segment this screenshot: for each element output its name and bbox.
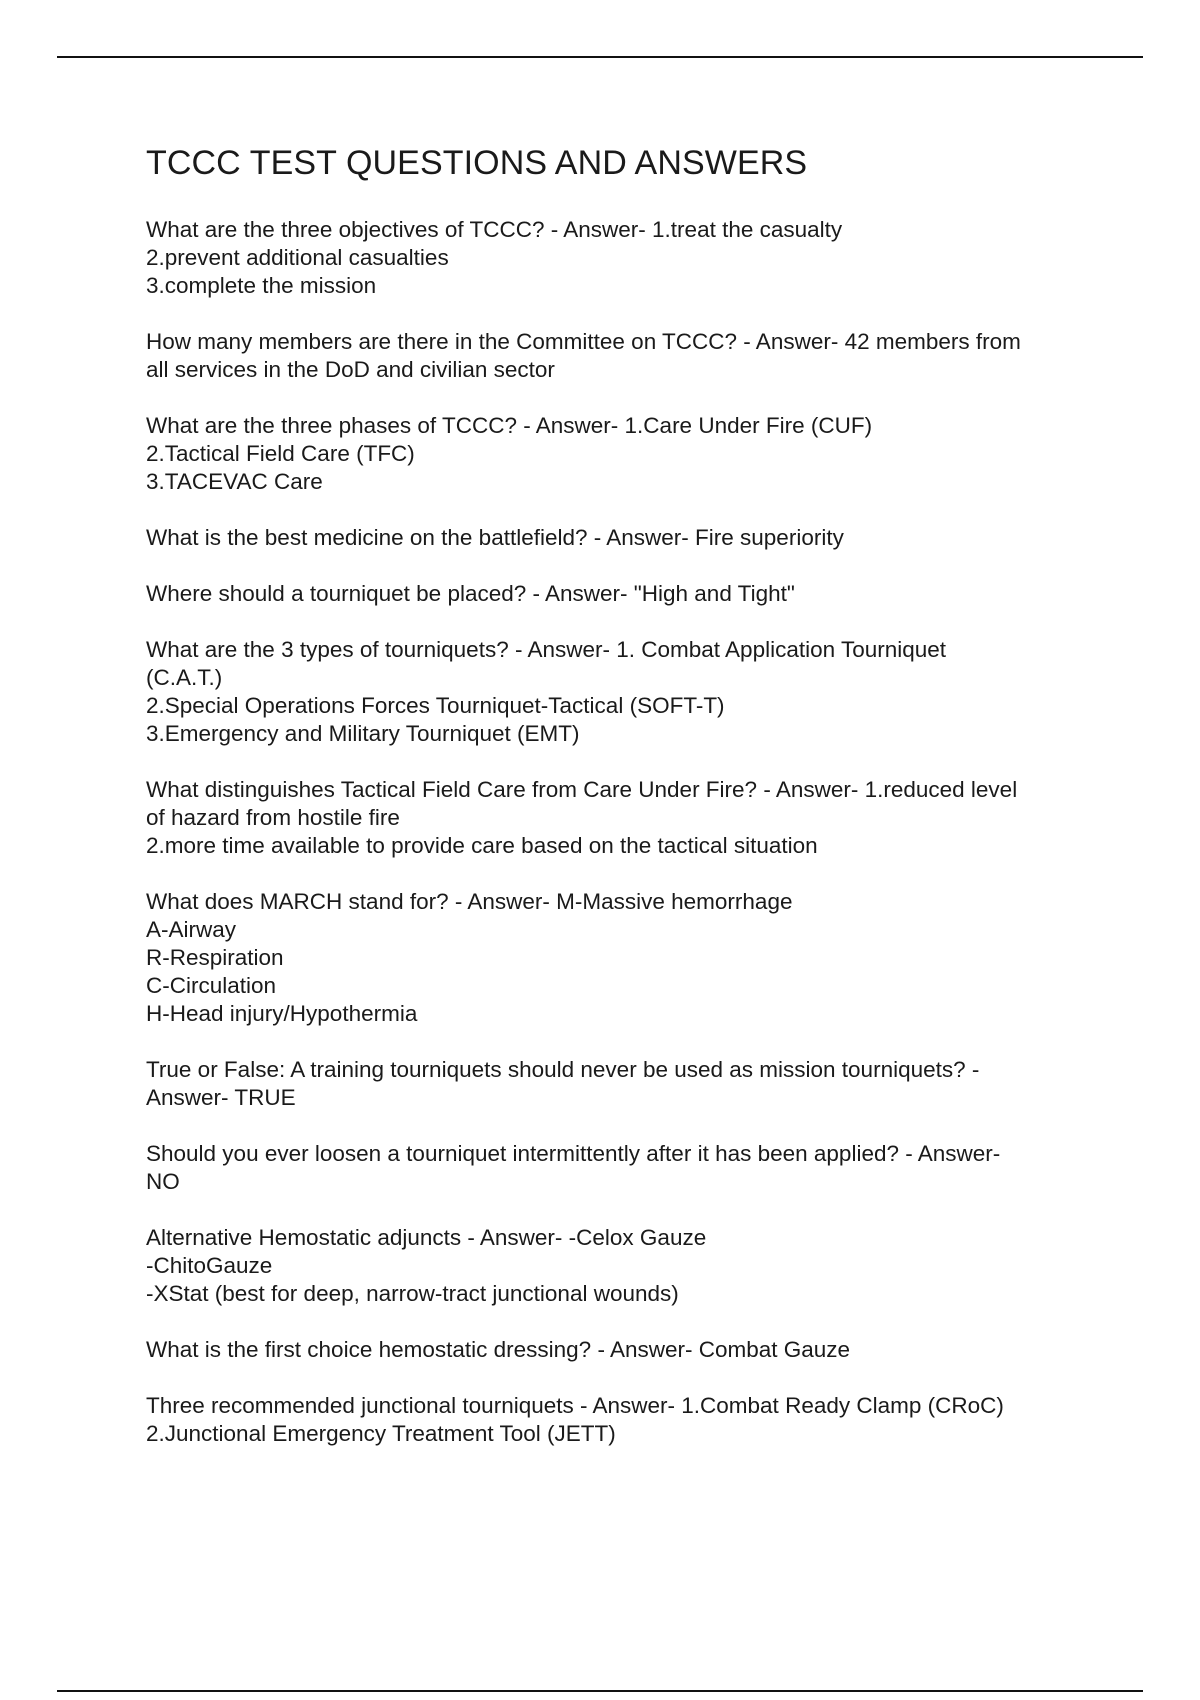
qa-answer-line: -ChitoGauze (146, 1253, 273, 1278)
qa-item (146, 216, 1106, 300)
qa-item (146, 1392, 1106, 1448)
qa-answer-line: 2.more time available to provide care based on the tactical situation (146, 833, 818, 858)
qa-answer-line: 3.TACEVAC Care (146, 469, 323, 494)
qa-item (146, 412, 1106, 496)
qa-answer-line: H-Head injury/Hypothermia (146, 1001, 418, 1026)
qa-question-line: What is the best medicine on the battlefield? - Answer- Fire superiority (146, 525, 844, 550)
qa-question-line: What are the three phases of TCCC? - Answer- 1.Care Under Fire (CUF) (146, 413, 873, 438)
qa-item (146, 636, 1106, 748)
top-divider (57, 56, 1143, 58)
qa-question-line: What is the first choice hemostatic dressing? - Answer- Combat Gauze (146, 1337, 851, 1362)
qa-question-line: What are the three objectives of TCCC? - Answer- 1.treat the casualty (146, 217, 843, 242)
qa-question-line: What are the 3 types of tourniquets? - Answer- 1. Combat Application Tourniquet (146, 637, 947, 662)
qa-item (146, 1336, 1106, 1364)
qa-item (146, 524, 1106, 552)
qa-item (146, 776, 1106, 860)
qa-question-line: How many members are there in the Committee on TCCC? - Answer- 42 members from (146, 329, 1021, 354)
qa-answer-line: (C.A.T.) (146, 665, 223, 690)
qa-answer-line: all services in the DoD and civilian sector (146, 357, 555, 382)
qa-answer-line: Answer- TRUE (146, 1085, 296, 1110)
qa-answer-line: R-Respiration (146, 945, 284, 970)
qa-answer-line: A-Airway (146, 917, 237, 942)
qa-question-line: True or False: A training tourniquets should never be used as mission tourniquets? - (146, 1057, 980, 1082)
document-title: TCCC TEST QUESTIONS AND ANSWERS (146, 144, 808, 182)
qa-answer-line: 2.prevent additional casualties (146, 245, 449, 270)
qa-answer-line: 2.Special Operations Forces Tourniquet-Tactical (SOFT-T) (146, 693, 725, 718)
qa-question-line: Three recommended junctional tourniquets - Answer- 1.Combat Ready Clamp (CRoC) (146, 1393, 1004, 1418)
qa-item (146, 1224, 1106, 1308)
qa-question-line: Alternative Hemostatic adjuncts - Answer- -Celox Gauze (146, 1225, 707, 1250)
qa-answer-line: 3.complete the mission (146, 273, 377, 298)
qa-answer-line: 2.Tactical Field Care (TFC) (146, 441, 415, 466)
qa-list (146, 216, 1106, 1448)
qa-question-line: What does MARCH stand for? - Answer- M-Massive hemorrhage (146, 889, 793, 914)
qa-item (146, 580, 1106, 608)
qa-answer-line: C-Circulation (146, 973, 277, 998)
qa-answer-line: -XStat (best for deep, narrow-tract junctional wounds) (146, 1281, 679, 1306)
qa-answer-line: NO (146, 1169, 180, 1194)
qa-question-line: What distinguishes Tactical Field Care from Care Under Fire? - Answer- 1.reduced level (146, 777, 1018, 802)
qa-answer-line: of hazard from hostile fire (146, 805, 400, 830)
document-body (146, 140, 1106, 1476)
qa-answer-line: 3.Emergency and Military Tourniquet (EMT) (146, 721, 580, 746)
bottom-divider (57, 1690, 1143, 1692)
qa-item (146, 1056, 1106, 1112)
qa-answer-line: 2.Junctional Emergency Treatment Tool (JETT) (146, 1421, 616, 1446)
qa-item (146, 888, 1106, 1028)
qa-item (146, 328, 1106, 384)
qa-question-line: Where should a tourniquet be placed? - Answer- "High and Tight" (146, 581, 795, 606)
qa-question-line: Should you ever loosen a tourniquet intermittently after it has been applied? - Answer- (146, 1141, 1001, 1166)
qa-item (146, 1140, 1106, 1196)
